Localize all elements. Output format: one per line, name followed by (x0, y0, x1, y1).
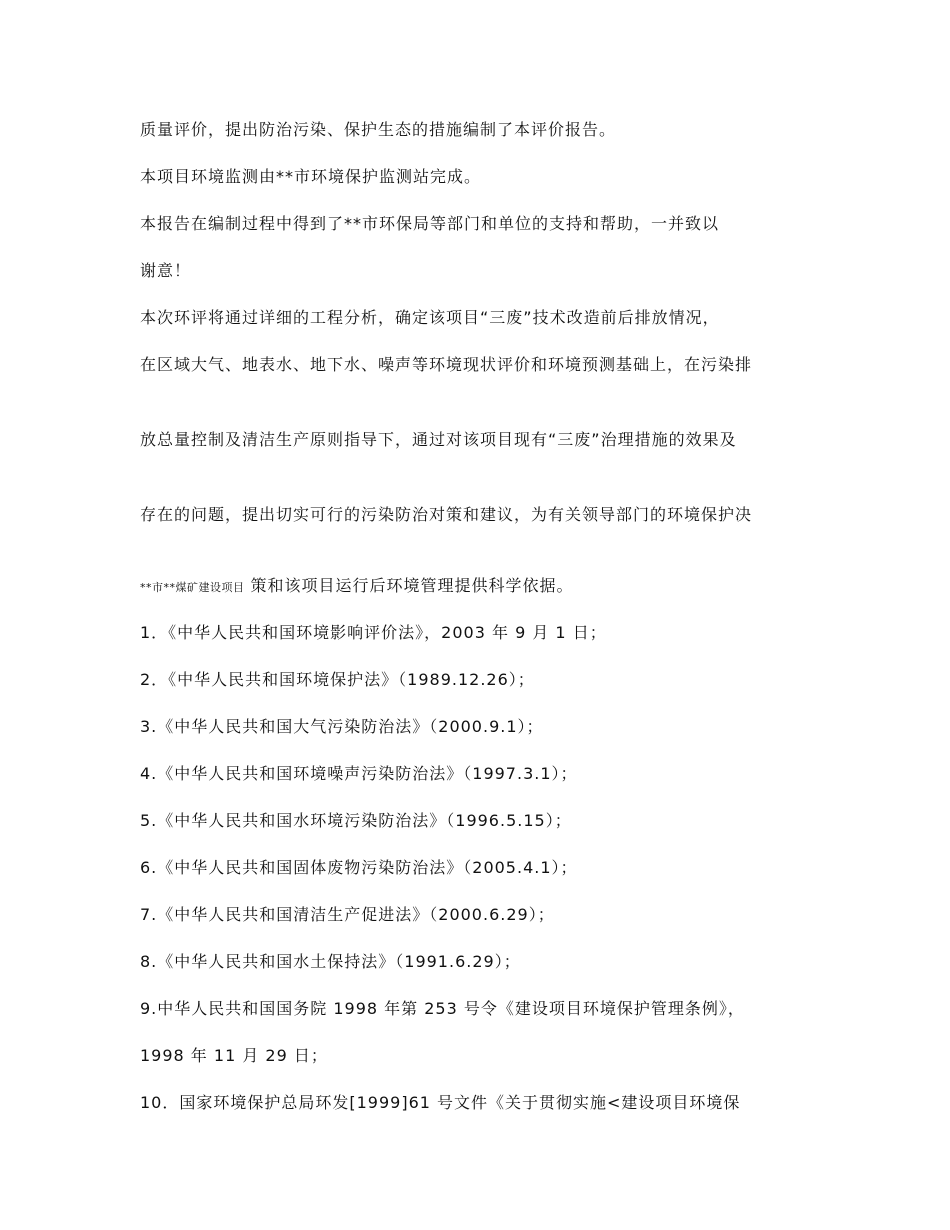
paragraph-line: 质量评价，提出防治污染、保护生态的措施编制了本评价报告。 (140, 120, 617, 139)
reference-item: 8.《中华人民共和国水土保持法》（1991.6.29）； (140, 952, 521, 971)
paragraph-line: 存在的问题，提出切实可行的污染防治对策和建议，为有关领导部门的环境保护决 (140, 505, 753, 524)
reference-item: 2．《中华人民共和国环境保护法》（1989.12.26）； (140, 670, 535, 689)
paragraph-line: 谢意！ (140, 261, 192, 280)
reference-item: 4.《中华人民共和国环境噪声污染防治法》（1997.3.1）； (140, 764, 578, 783)
header-continuation-line (140, 572, 815, 602)
paragraph-continuation: 策和该项目运行后环境管理提供科学依据。 (250, 576, 574, 595)
paragraph-line: 本项目环境监测由**市环境保护监测站完成。 (140, 167, 482, 186)
reference-item: 3.《中华人民共和国大气污染防治法》（2000.9.1）； (140, 717, 544, 736)
reference-item: 6.《中华人民共和国固体废物污染防治法》（2005.4.1）； (140, 858, 578, 877)
paragraph-line: 本报告在编制过程中得到了**市环保局等部门和单位的支持和帮助，一并致以 (140, 214, 720, 233)
reference-item: 7.《中华人民共和国清洁生产促进法》（2000.6.29）； (140, 905, 555, 924)
reference-item: 1．《中华人民共和国环境影响评价法》，2003 年 9 月 1 日； (140, 623, 607, 642)
paragraph-line: 在区域大气、地表水、地下水、噪声等环境现状评价和环境预测基础上，在污染排 (140, 355, 753, 374)
paragraph-line: 本次环评将通过详细的工程分析，确定该项目“三废”技术改造前后排放情况， (140, 308, 720, 327)
reference-item: 10．国家环境保护总局环发[1999]61 号文件《关于贯彻实施<建设项目环境保 (140, 1093, 741, 1112)
reference-item: 9.中华人民共和国国务院 1998 年第 253 号令《建设项目环境保护管理条例》， (140, 999, 745, 1018)
reference-item: 5.《中华人民共和国水环境污染防治法》（1996.5.15）； (140, 811, 572, 830)
paragraph-line: 放总量控制及清洁生产原则指导下，通过对该项目现有“三废”治理措施的效果及 (140, 430, 737, 449)
reference-item: 1998 年 11 月 29 日； (140, 1046, 328, 1065)
running-header: **市**煤矿建设项目 (140, 581, 245, 594)
